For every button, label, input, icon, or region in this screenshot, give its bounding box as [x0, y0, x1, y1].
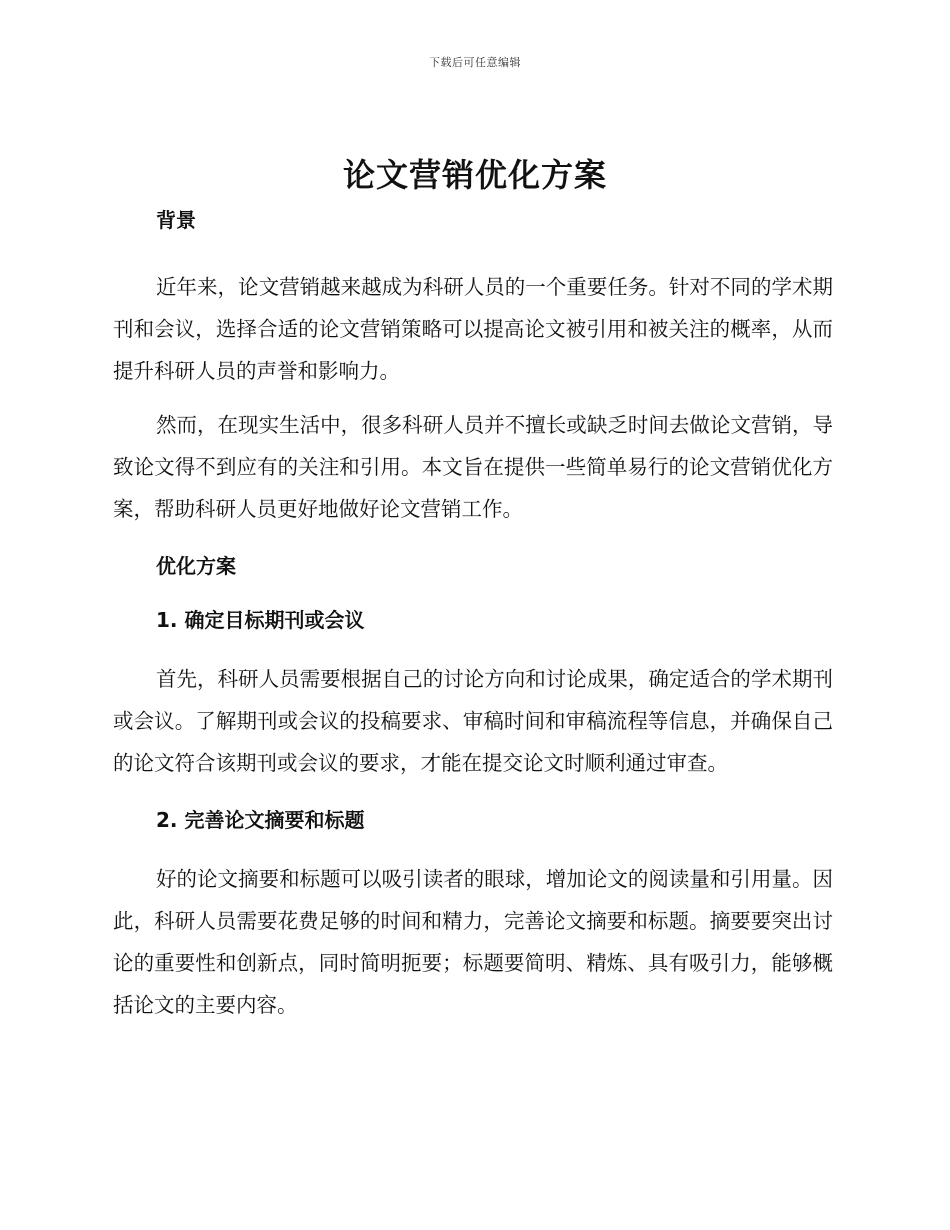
background-paragraph-2: 然而，在现实生活中，很多科研人员并不擅长或缺乏时间去做论文营销，导致论文得不到应有的关注和引用。本文旨在提供一些简单易行的论文营销优化方案，帮助科研人员更好地做好论文营销工作。: [113, 413, 833, 521]
header-note: 下载后可任意编辑: [429, 56, 521, 69]
document-body: [113, 204, 833, 1026]
section-heading-plan: 优化方案: [156, 554, 236, 578]
background-paragraph-1: 近年来，论文营销越来越成为科研人员的一个重要任务。针对不同的学术期刊和会议，选择合适的论文营销策略可以提高论文被引用和被关注的概率，从而提升科研人员的声誉和影响力。: [113, 275, 833, 383]
section-heading-background: 背景: [156, 208, 196, 232]
subheading-target-journal: 1. 确定目标期刊或会议: [156, 608, 365, 632]
subheading-abstract-title: 2. 完善论文摘要和标题: [156, 808, 365, 832]
abstract-title-paragraph: 好的论文摘要和标题可以吸引读者的眼球，增加论文的阅读量和引用量。因此，科研人员需要花费足够的时间和精力，完善论文摘要和标题。摘要要突出讨论的重要性和创新点，同时简明扼要；标题要简明、精炼、具有吸引力，能够概括论文的主要内容。: [113, 867, 833, 1017]
document-title: 论文营销优化方案: [342, 156, 607, 194]
target-journal-paragraph: 首先，科研人员需要根据自己的讨论方向和讨论成果，确定适合的学术期刊或会议。了解期刊或会议的投稿要求、审稿时间和审稿流程等信息，并确保自己的论文符合该期刊或会议的要求，才能在提交论文时顺利通过审查。: [113, 667, 833, 775]
